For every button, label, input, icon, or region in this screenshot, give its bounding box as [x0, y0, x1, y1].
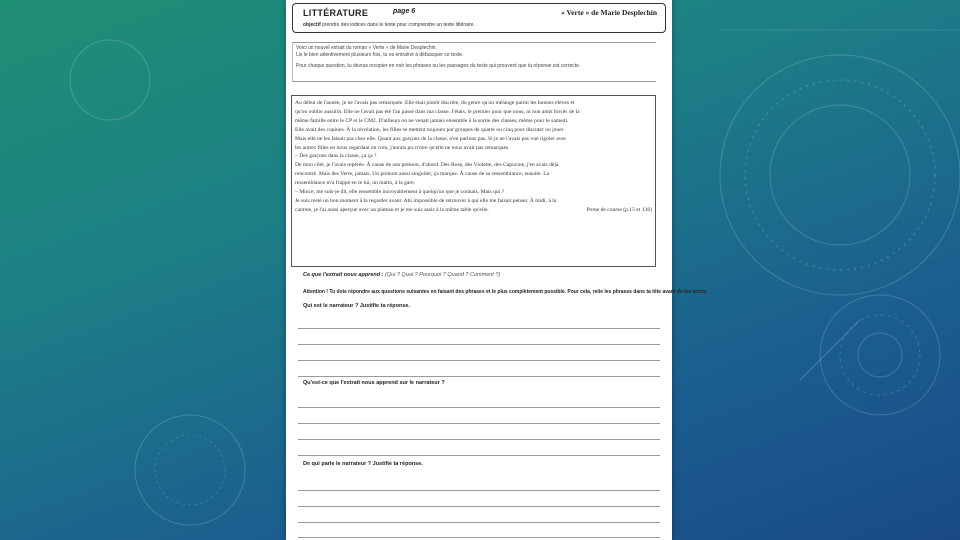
extract-line: même famille entre le CP et le CM2. D'ailleurs on ne venait jamais ensemble à la sortie des classes, même pour le samedi.: [295, 117, 569, 124]
questions-heading: [303, 272, 500, 278]
answer-line[interactable]: [298, 506, 660, 507]
instruction-line: Lis le bien attentivement plusieurs fois, tu es entraîné à débusquer ce texte.: [296, 51, 464, 58]
extract-line: Je suis resté un bon moment à la regarder avant. Ahi impossible de retrouver à qui elle me faisait penser. À midi, à la: [295, 197, 557, 204]
answer-line[interactable]: [298, 423, 660, 424]
text-extract-box: [291, 95, 656, 267]
answer-line[interactable]: [298, 376, 660, 377]
answer-line[interactable]: [298, 360, 660, 361]
extract-source: Pome de course (p.15 et 136): [586, 206, 652, 213]
questions-heading-hint: (Qui ? Quoi ? Pourquoi ? Quand ? Comment ?): [385, 272, 501, 278]
question-2: Qu'est-ce que l'extrait nous apprend sur le narrateur ?: [303, 380, 445, 386]
extract-line: Mais elle ne les faisait pas chez elle. Quant aux garçons de la classe, n'en parlons pas. Si je ne l'avais pas vue rigoler avec: [295, 135, 567, 142]
extract-line: – Mince, me suis-je dit, elle ressemble incroyablement à quelqu'un que je connais. Mais qui ?: [295, 189, 505, 196]
extract-line: les autres filles en nous regardant en coin, j'aurais pu croire qu'elle ne nous avait pas remarqués.: [295, 144, 510, 151]
page-number: page 6: [393, 8, 416, 15]
subject-title: LITTÉRATURE: [303, 8, 369, 18]
extract-line: Elle avait des copines. À la récréation, les filles se mettent toujours par groupes de quatre ou cinq pour discuter ou jouer: [295, 126, 564, 133]
book-title: « Verte » de Marie Desplechin: [560, 8, 657, 17]
instructions-box: [292, 42, 656, 82]
questions-note: Attention ! Tu dois répondre aux questions suivantes en faisant des phrases et le plus complètement possible. Pour cela, relie les phrases dans ta tête avant de les écrire.: [303, 289, 708, 295]
extract-line: – Des garçons dans la classe, ça ça ?: [295, 153, 377, 160]
extract-line: rencontré. Mais des Verte, jamais. Un prénom aussi singulier, ça marque. À cause de sa ressemblance, ensuite. La: [295, 171, 550, 178]
worksheet-header: [292, 3, 666, 33]
questions-heading-main: Ce que l'extrait nous apprend :: [303, 272, 384, 278]
question-1: Qui est le narrateur ? Justifie ta réponse.: [303, 303, 410, 309]
worksheet-page: [286, 0, 708, 540]
question-3: De qui parle le narrateur ? Justifie ta réponse.: [303, 461, 423, 467]
answer-line[interactable]: [298, 407, 660, 408]
answer-line[interactable]: [298, 537, 660, 538]
answer-line[interactable]: [298, 344, 660, 345]
extract-line: qu'on oublie aussitôt. Elle ne l'avait pas été l'an passé dans ma classe. J'étais, le premier pour que nous, ni non amis forcés de la: [295, 108, 580, 115]
objective-line: [303, 22, 475, 28]
extract-line-text: cantine, je l'ai aussi aperçue avec un plateau et je me suis assis à la même table qu'elle.: [295, 206, 489, 213]
extract-line: [295, 206, 652, 215]
objective-text: prendre des indices dans le texte pour comprendre un texte littéraire.: [322, 22, 475, 28]
answer-line[interactable]: [298, 490, 660, 491]
answer-line[interactable]: [298, 455, 660, 456]
answer-line[interactable]: [298, 522, 660, 523]
answer-line[interactable]: [298, 439, 660, 440]
extract-line: ressemblance m'a frappé en le lui, un matin, à la gare.: [295, 180, 416, 187]
extract-line: Au début de l'année, je ne l'avais pas remarquée. Elle était plutôt discrète, du genre qu'on mélange parmi les bonnes élèves et: [295, 100, 575, 106]
instruction-line: Pour chaque question, tu devras recopier en noir les phrases ou les passages du texte qui prouvent que ta réponse est correcte.: [296, 63, 581, 69]
objective-label: objectif: [303, 22, 321, 28]
instruction-line: Voici un nouvel extrait du roman « Verte » de Marie Desplechin.: [296, 45, 437, 51]
extract-line: De mon côté, je l'avais repérée. À cause de son prénom, d'abord. Des Rose, des Violette, des Capucine, j'en avais déjà: [295, 162, 559, 169]
answer-line[interactable]: [298, 328, 660, 329]
